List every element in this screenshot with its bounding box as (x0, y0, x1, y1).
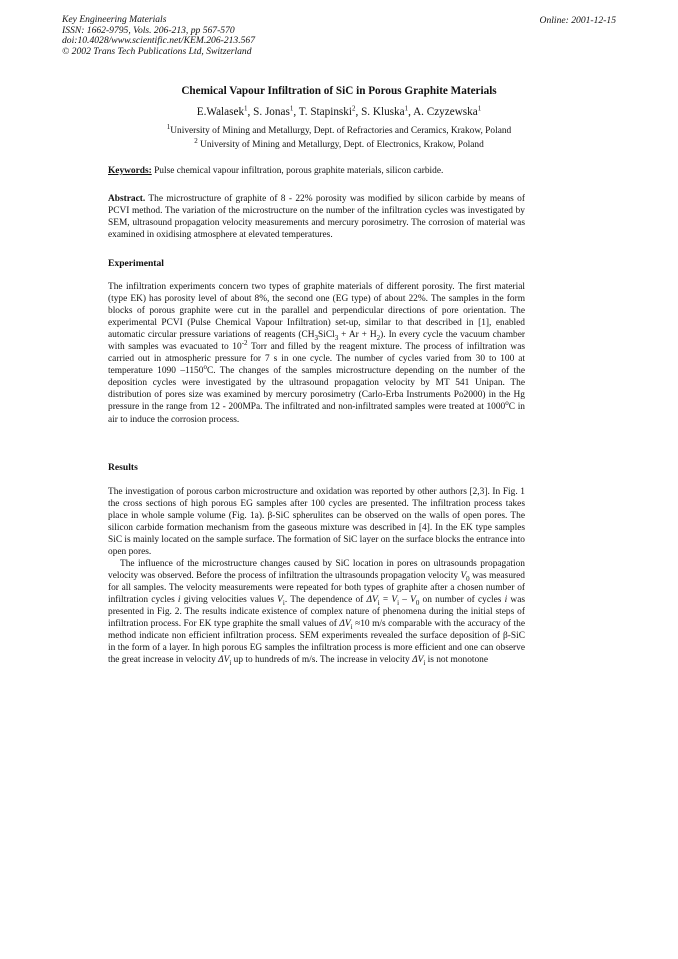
superscript: -2 (241, 339, 248, 348)
author-name: A. Czyzewska (413, 106, 478, 118)
author-affiliation-mark: 2 (351, 104, 356, 113)
keywords (108, 165, 525, 177)
superscript: o (505, 399, 509, 408)
symbol: ΔV (339, 619, 351, 630)
subscript: 0 (466, 574, 470, 583)
copyright-line: © 2002 Trans Tech Publications Ltd, Switzerland (62, 45, 252, 57)
text-run: = (379, 595, 392, 606)
text-run: SiCl (318, 330, 335, 341)
author-name: S. Kluska (361, 106, 405, 118)
text-run: up to hundreds of m/s. The increase in velocity (231, 655, 413, 666)
author-name: S. Jonas (253, 106, 290, 118)
subscript: 3 (314, 334, 319, 343)
doi-line: doi:10.4028/www.scientific.net/KEM.206-213.567 (62, 35, 256, 46)
affiliation-text: University of Mining and Metallurgy, Dept. of Electronics, Krakow, Poland (197, 140, 484, 150)
text-run: – (399, 595, 411, 606)
text-run: . The dependence of (284, 595, 367, 606)
section-heading-results: Results (108, 462, 138, 473)
text-run: giving velocities values (180, 595, 278, 606)
text-run: The influence of the microstructure changes caused by SiC location in pores on ultrasounds propagation velocity was observed. Before the process of infiltration the ultrasounds propagation velocity (108, 559, 525, 582)
author-name: T. Stapinski (298, 106, 352, 118)
author-affiliation-mark: 1 (289, 104, 294, 113)
subscript: i (350, 623, 353, 632)
superscript: o (203, 363, 207, 372)
journal-name: Key Engineering Materials (62, 14, 167, 25)
symbol: V (277, 595, 283, 606)
text-run: C. The changes of the samples microstructure depending on the number of the deposition cycles were investigated by the ultrasound propagation velocity by MT 541 Unipan. The distribution of pores size was examined by mercury porosimetry (Carlo-Erba Instruments Po2000) in the Hg pressure in the range from 12 - 200MPa. The infiltrated and non-infiltrated samples were treated at 1000 (108, 366, 526, 413)
experimental-paragraph (108, 281, 525, 426)
subscript: 2 (376, 334, 381, 343)
paper-title: Chemical Vapour Infiltration of SiC in Porous Graphite Materials (181, 85, 497, 97)
text-run: Torr and filled by the reagent mixture. The process of infiltration was carried out in atmospheric pressure for 7 s in one cycle. The number of cycles varied from 30 to 100 at temperature 1090 –1150 (108, 342, 526, 377)
text-run: was measured for all samples. The velocity measurements were repeated for both types of graphite after a chosen number of infiltration cycles (108, 571, 525, 606)
symbol: V (391, 595, 398, 606)
author-affiliation-mark: 1 (477, 104, 482, 113)
text-run: ≈10 m/s comparable with the accuracy of the method indicate non efficient infiltration process. SEM experiments revealed the surface deposition of β-SiC in the form of a layer. In high porous EG samples the infiltration process is more efficient and one can observe the great increase in velocity (108, 619, 525, 666)
text-run: is not monotone (425, 655, 489, 666)
author-affiliation-mark: 1 (404, 104, 409, 113)
symbol: ΔV (412, 655, 424, 666)
affiliation-text: University of Mining and Metallurgy, Dept. of Refractories and Ceramics, Krakow, Poland (170, 126, 512, 136)
author-name: E.Walasek (196, 106, 245, 118)
subscript: i (397, 599, 400, 608)
abstract-text: The microstructure of graphite of 8 - 22% porosity was modified by silicon carbide by means of PCVI method. The variation of the microstructure on the number of the infiltration cycles was investigated by SEM, ultrasound propagation velocity measurements and mercury porosimetry. The corrosion of material was examined in oxidising atmosphere at elevated temperatures. (108, 194, 525, 241)
results-paragraph-1: The investigation of porous carbon microstructure and oxidation was reported by other authors [2,3]. In Fig. 1 the cross sections of high porous EG samples after 100 cycles are presented. The infiltration process takes place in whole sample volume (Fig. 1a). β-SiC spherulites can be observed on the walls of open pores. The silicon carbide formation mechanism from the gaseous mixture was described in [4]. In the EK type samples SiC is mainly located on the sample surface. The formation of SiC layer on the surface blocks the entrance into open pores. (108, 487, 525, 558)
subscript: 0 (415, 599, 420, 608)
text-run: The infiltration experiments concern two types of graphite materials of different porosity. The first material (type EK) has porosity level of about 8%, the second one (EG type) of about 22%. The samples in the form blocks of porous graphite were cut in the parallel and perpendicular directions of pore orientation. The experimental PCVI (Pulse Chemical Vapour Infiltration) set-up, similar to that described in [1], enabled automatic circular pressure variations of reagents (CH (108, 282, 525, 341)
symbol: i (504, 595, 508, 606)
symbol: i (177, 595, 181, 606)
symbol: V (410, 595, 416, 606)
text-run: C in air to induce the corrosion process. (108, 402, 525, 425)
affiliation-mark: 1 (166, 122, 171, 131)
subscript: i (282, 599, 285, 608)
abstract (108, 193, 525, 241)
keywords-label: Keywords: (108, 166, 152, 176)
text-run: + Ar + H (338, 330, 377, 341)
online-date: Online: 2001-12-15 (539, 15, 616, 26)
affiliation (0, 136, 678, 150)
subscript: i (377, 599, 380, 608)
author-list: E.Walasek$^1$, S. Jonas$^1$, T. Stapinski$^2$, S. Kluska$^1$, A. Czyzewska$^1$ (196, 104, 482, 118)
affiliation-mark: 2 (194, 136, 198, 145)
subscript: i (423, 659, 426, 668)
results-paragraph-2 (108, 558, 525, 666)
symbol: ΔV (366, 595, 378, 606)
issn-line: ISSN: 1662-9795, Vols. 206-213, pp 567-570 (62, 24, 235, 36)
keywords-text: Pulse chemical vapour infiltration, porous graphite materials, silicon carbide. (151, 166, 444, 176)
text-run: ). In every cycle the vacuum chamber with samples was evacuated to 10 (108, 330, 525, 353)
text-run: was presented in Fig. 2. The results indicate existence of complex nature of phenomena during the initial steps of infiltration process. For EK type graphite the small values of (108, 595, 525, 630)
section-heading-experimental: Experimental (108, 258, 164, 269)
subscript: 3 (334, 334, 339, 343)
symbol: V (460, 571, 467, 582)
abstract-label: Abstract. (108, 194, 146, 204)
symbol: ΔV (218, 655, 230, 666)
running-header (62, 15, 255, 57)
subscript: i (229, 659, 232, 668)
text-run: on number of cycles (419, 595, 505, 606)
author-affiliation-mark: 1 (244, 104, 248, 113)
affiliation (0, 122, 678, 136)
